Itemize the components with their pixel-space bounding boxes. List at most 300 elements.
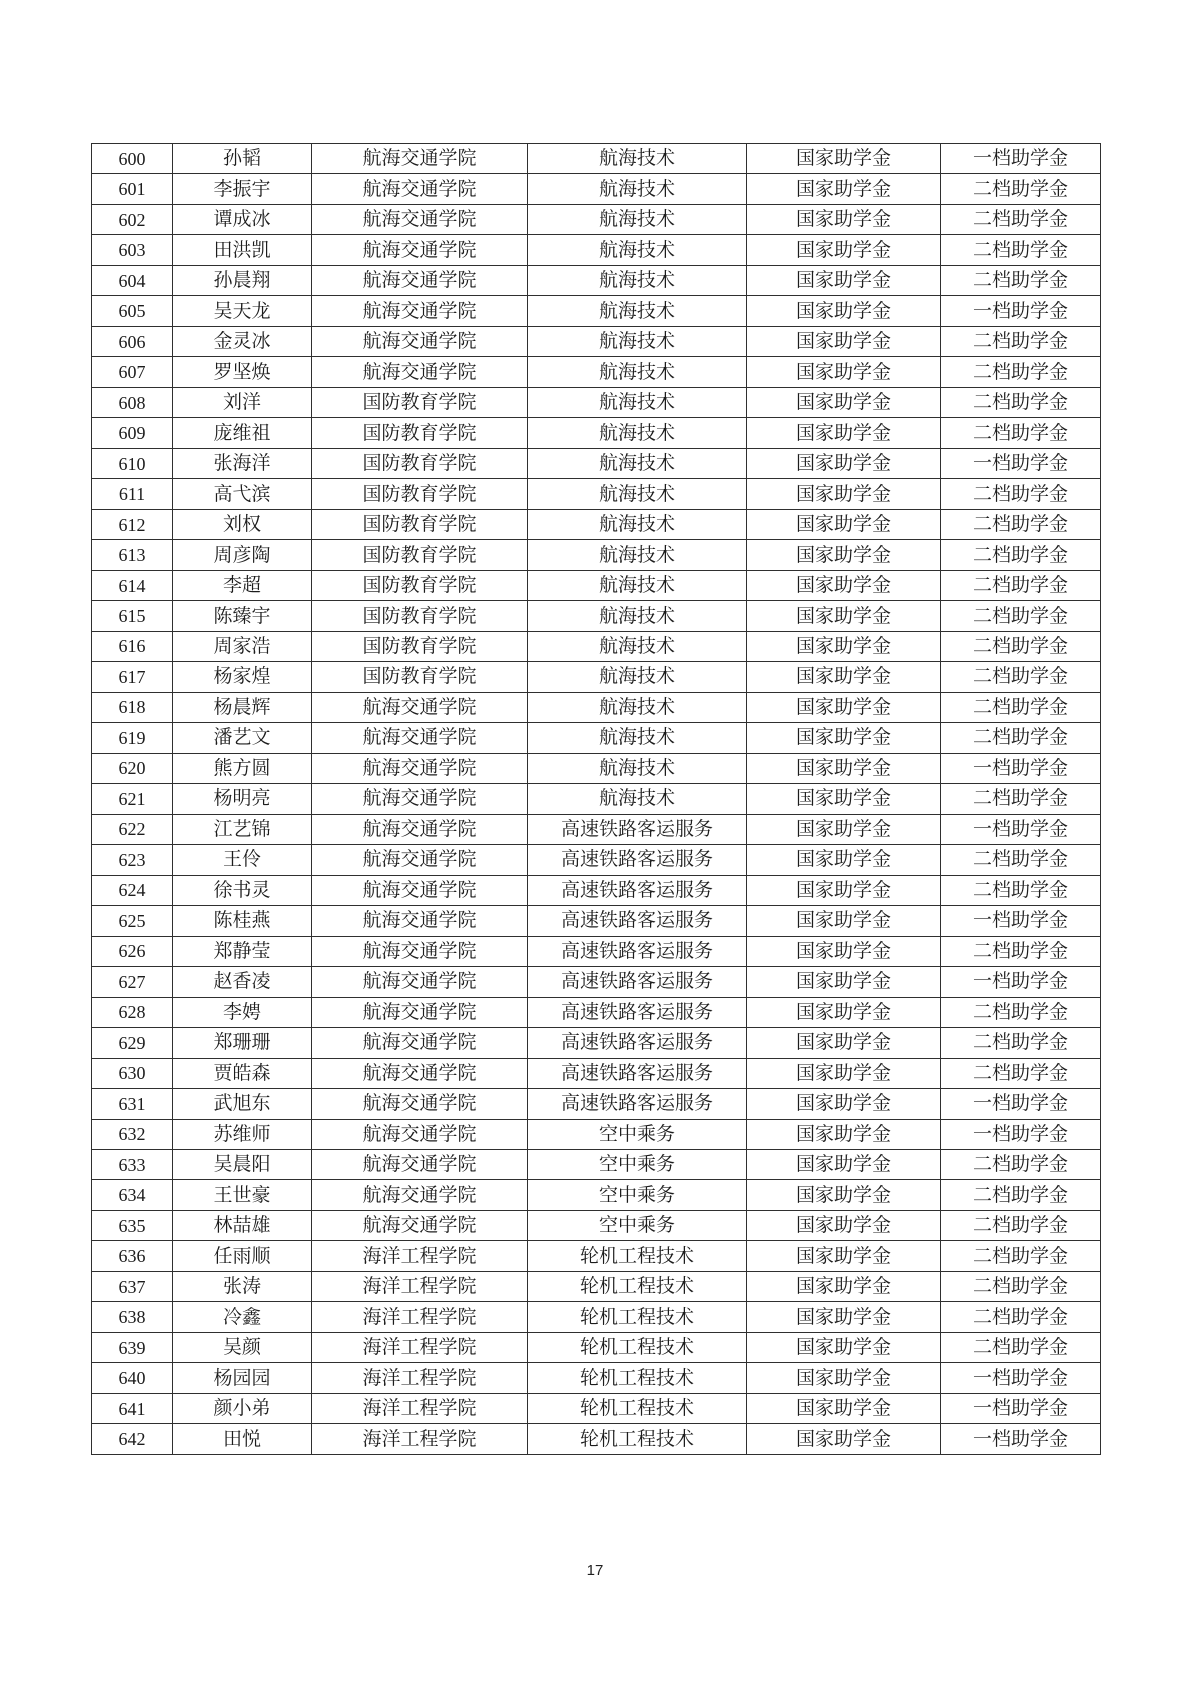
table-cell: 航海技术 — [528, 296, 747, 326]
table-cell: 二档助学金 — [941, 326, 1101, 356]
table-row — [92, 997, 1101, 1027]
table-cell: 628 — [92, 997, 173, 1027]
table-cell: 629 — [92, 1028, 173, 1058]
table-cell: 604 — [92, 265, 173, 295]
table-cell: 杨晨辉 — [173, 692, 312, 722]
table-cell: 国家助学金 — [747, 1180, 941, 1210]
table-cell: 陈桂燕 — [173, 906, 312, 936]
table-cell: 海洋工程学院 — [312, 1393, 528, 1423]
table-row — [92, 174, 1101, 204]
table-cell: 高速铁路客运服务 — [528, 967, 747, 997]
table-cell: 国家助学金 — [747, 967, 941, 997]
table-cell: 606 — [92, 326, 173, 356]
table-cell: 吴晨阳 — [173, 1149, 312, 1179]
table-cell: 高速铁路客运服务 — [528, 845, 747, 875]
table-cell: 国家助学金 — [747, 692, 941, 722]
table-row — [92, 509, 1101, 539]
page-number: 17 — [586, 1562, 604, 1579]
table-cell: 庞维祖 — [173, 418, 312, 448]
table-cell: 二档助学金 — [941, 387, 1101, 417]
table-row — [92, 1210, 1101, 1240]
table-cell: 国家助学金 — [747, 1028, 941, 1058]
table-cell: 航海技术 — [528, 692, 747, 722]
table-row — [92, 448, 1101, 478]
table-cell: 国家助学金 — [747, 875, 941, 905]
table-cell: 国家助学金 — [747, 1149, 941, 1179]
table-row — [92, 479, 1101, 509]
table-cell: 612 — [92, 509, 173, 539]
table-cell: 一档助学金 — [941, 906, 1101, 936]
table-cell: 周家浩 — [173, 631, 312, 661]
table-cell: 周彦陶 — [173, 540, 312, 570]
table-cell: 609 — [92, 418, 173, 448]
table-cell: 一档助学金 — [941, 1393, 1101, 1423]
table-cell: 国家助学金 — [747, 784, 941, 814]
table-cell: 二档助学金 — [941, 265, 1101, 295]
table-cell: 国防教育学院 — [312, 601, 528, 631]
table-cell: 高速铁路客运服务 — [528, 936, 747, 966]
table-cell: 国家助学金 — [747, 997, 941, 1027]
table-cell: 轮机工程技术 — [528, 1363, 747, 1393]
table-cell: 二档助学金 — [941, 418, 1101, 448]
table-cell: 二档助学金 — [941, 601, 1101, 631]
table-cell: 国家助学金 — [747, 1241, 941, 1271]
table-cell: 徐书灵 — [173, 875, 312, 905]
table-row — [92, 1393, 1101, 1423]
table-cell: 任雨顺 — [173, 1241, 312, 1271]
table-cell: 617 — [92, 662, 173, 692]
table-cell: 国家助学金 — [747, 235, 941, 265]
table-cell: 国防教育学院 — [312, 570, 528, 600]
table-cell: 一档助学金 — [941, 967, 1101, 997]
table-cell: 航海技术 — [528, 235, 747, 265]
table-cell: 623 — [92, 845, 173, 875]
table-cell: 642 — [92, 1424, 173, 1455]
table-cell: 吴天龙 — [173, 296, 312, 326]
table-cell: 海洋工程学院 — [312, 1241, 528, 1271]
table-row — [92, 1271, 1101, 1301]
table-cell: 607 — [92, 357, 173, 387]
table-cell: 航海交通学院 — [312, 936, 528, 966]
scholarship-table — [91, 143, 1101, 1455]
table-cell: 621 — [92, 784, 173, 814]
table-cell: 航海交通学院 — [312, 1210, 528, 1240]
table-cell: 孙晨翔 — [173, 265, 312, 295]
table-row — [92, 1332, 1101, 1362]
table-cell: 一档助学金 — [941, 753, 1101, 783]
table-cell: 一档助学金 — [941, 1363, 1101, 1393]
table-cell: 国家助学金 — [747, 906, 941, 936]
table-cell: 一档助学金 — [941, 144, 1101, 174]
table-cell: 航海技术 — [528, 204, 747, 234]
table-cell: 王伶 — [173, 845, 312, 875]
table-cell: 国家助学金 — [747, 723, 941, 753]
table-row — [92, 296, 1101, 326]
table-cell: 国家助学金 — [747, 387, 941, 417]
table-cell: 杨家煌 — [173, 662, 312, 692]
table-row — [92, 418, 1101, 448]
table-body — [92, 144, 1101, 1455]
table-cell: 国家助学金 — [747, 936, 941, 966]
table-cell: 苏维师 — [173, 1119, 312, 1149]
table-cell: 635 — [92, 1210, 173, 1240]
table-row — [92, 784, 1101, 814]
table-cell: 田悦 — [173, 1424, 312, 1455]
table-cell: 二档助学金 — [941, 204, 1101, 234]
table-cell: 颜小弟 — [173, 1393, 312, 1423]
table-cell: 谭成冰 — [173, 204, 312, 234]
table-cell: 一档助学金 — [941, 1119, 1101, 1149]
table-cell: 二档助学金 — [941, 631, 1101, 661]
table-cell: 二档助学金 — [941, 723, 1101, 753]
table-cell: 国防教育学院 — [312, 418, 528, 448]
table-row — [92, 1302, 1101, 1332]
table-cell: 空中乘务 — [528, 1149, 747, 1179]
table-row — [92, 357, 1101, 387]
table-cell: 航海交通学院 — [312, 1149, 528, 1179]
table-cell: 林喆雄 — [173, 1210, 312, 1240]
table-cell: 航海交通学院 — [312, 326, 528, 356]
table-cell: 二档助学金 — [941, 235, 1101, 265]
table-cell: 国家助学金 — [747, 357, 941, 387]
table-cell: 一档助学金 — [941, 448, 1101, 478]
table-cell: 高速铁路客运服务 — [528, 906, 747, 936]
table-cell: 航海技术 — [528, 631, 747, 661]
table-cell: 国家助学金 — [747, 204, 941, 234]
table-cell: 国家助学金 — [747, 845, 941, 875]
table-row — [92, 1180, 1101, 1210]
table-cell: 航海技术 — [528, 570, 747, 600]
table-cell: 625 — [92, 906, 173, 936]
table-cell: 航海技术 — [528, 326, 747, 356]
table-cell: 633 — [92, 1149, 173, 1179]
table-cell: 武旭东 — [173, 1089, 312, 1119]
table-cell: 603 — [92, 235, 173, 265]
table-cell: 刘权 — [173, 509, 312, 539]
table-row — [92, 967, 1101, 997]
table-cell: 国家助学金 — [747, 662, 941, 692]
table-cell: 海洋工程学院 — [312, 1332, 528, 1362]
table-cell: 张海洋 — [173, 448, 312, 478]
table-cell: 二档助学金 — [941, 1058, 1101, 1088]
table-cell: 618 — [92, 692, 173, 722]
table-cell: 航海交通学院 — [312, 814, 528, 844]
table-cell: 二档助学金 — [941, 784, 1101, 814]
table-cell: 641 — [92, 1393, 173, 1423]
table-row — [92, 692, 1101, 722]
table-cell: 航海技术 — [528, 418, 747, 448]
table-cell: 二档助学金 — [941, 1210, 1101, 1240]
table-cell: 高速铁路客运服务 — [528, 814, 747, 844]
table-cell: 601 — [92, 174, 173, 204]
table-row — [92, 265, 1101, 295]
table-cell: 高速铁路客运服务 — [528, 875, 747, 905]
table-cell: 航海交通学院 — [312, 357, 528, 387]
table-cell: 高速铁路客运服务 — [528, 1089, 747, 1119]
table-cell: 贾皓森 — [173, 1058, 312, 1088]
table-cell: 611 — [92, 479, 173, 509]
table-cell: 631 — [92, 1089, 173, 1119]
table-row — [92, 1028, 1101, 1058]
table-cell: 国家助学金 — [747, 1424, 941, 1455]
table-cell: 二档助学金 — [941, 1149, 1101, 1179]
table-cell: 622 — [92, 814, 173, 844]
table-cell: 610 — [92, 448, 173, 478]
table-cell: 航海交通学院 — [312, 967, 528, 997]
table-cell: 二档助学金 — [941, 540, 1101, 570]
table-cell: 航海交通学院 — [312, 1180, 528, 1210]
table-row — [92, 875, 1101, 905]
table-cell: 二档助学金 — [941, 1302, 1101, 1332]
table-cell: 航海技术 — [528, 448, 747, 478]
table-cell: 轮机工程技术 — [528, 1393, 747, 1423]
table-cell: 熊方圆 — [173, 753, 312, 783]
table-cell: 619 — [92, 723, 173, 753]
table-cell: 国家助学金 — [747, 570, 941, 600]
table-cell: 孙韬 — [173, 144, 312, 174]
table-cell: 国家助学金 — [747, 265, 941, 295]
table-cell: 二档助学金 — [941, 845, 1101, 875]
table-cell: 航海技术 — [528, 509, 747, 539]
table-cell: 614 — [92, 570, 173, 600]
table-row — [92, 601, 1101, 631]
table-cell: 航海技术 — [528, 174, 747, 204]
table-cell: 航海交通学院 — [312, 204, 528, 234]
table-cell: 602 — [92, 204, 173, 234]
table-cell: 国家助学金 — [747, 174, 941, 204]
table-cell: 郑静莹 — [173, 936, 312, 966]
table-cell: 李超 — [173, 570, 312, 600]
table-cell: 二档助学金 — [941, 1180, 1101, 1210]
table-cell: 二档助学金 — [941, 357, 1101, 387]
table-cell: 国家助学金 — [747, 1119, 941, 1149]
table-cell: 吴颜 — [173, 1332, 312, 1362]
table-row — [92, 570, 1101, 600]
table-cell: 高速铁路客运服务 — [528, 1058, 747, 1088]
table-cell: 王世豪 — [173, 1180, 312, 1210]
table-cell: 一档助学金 — [941, 1424, 1101, 1455]
table-cell: 国防教育学院 — [312, 448, 528, 478]
table-cell: 634 — [92, 1180, 173, 1210]
table-cell: 一档助学金 — [941, 296, 1101, 326]
table-row — [92, 204, 1101, 234]
table-cell: 613 — [92, 540, 173, 570]
table-cell: 国家助学金 — [747, 1363, 941, 1393]
table-cell: 航海技术 — [528, 540, 747, 570]
table-cell: 高速铁路客运服务 — [528, 1028, 747, 1058]
table-cell: 航海交通学院 — [312, 1058, 528, 1088]
table-cell: 航海交通学院 — [312, 845, 528, 875]
table-cell: 637 — [92, 1271, 173, 1301]
table-cell: 空中乘务 — [528, 1180, 747, 1210]
table-cell: 李娉 — [173, 997, 312, 1027]
table-cell: 航海交通学院 — [312, 296, 528, 326]
table-cell: 二档助学金 — [941, 875, 1101, 905]
table-cell: 航海技术 — [528, 723, 747, 753]
table-row — [92, 906, 1101, 936]
table-row — [92, 1058, 1101, 1088]
table-cell: 636 — [92, 1241, 173, 1271]
table-cell: 潘艺文 — [173, 723, 312, 753]
table-cell: 航海技术 — [528, 387, 747, 417]
table-cell: 航海交通学院 — [312, 875, 528, 905]
table-cell: 航海交通学院 — [312, 265, 528, 295]
table-cell: 航海交通学院 — [312, 1089, 528, 1119]
table-cell: 630 — [92, 1058, 173, 1088]
table-row — [92, 1149, 1101, 1179]
table-cell: 国家助学金 — [747, 1058, 941, 1088]
table-cell: 张涛 — [173, 1271, 312, 1301]
table-cell: 轮机工程技术 — [528, 1241, 747, 1271]
table-cell: 二档助学金 — [941, 509, 1101, 539]
table-cell: 624 — [92, 875, 173, 905]
table-row — [92, 814, 1101, 844]
table-cell: 国家助学金 — [747, 296, 941, 326]
table-cell: 冷鑫 — [173, 1302, 312, 1332]
table-cell: 二档助学金 — [941, 1271, 1101, 1301]
table-cell: 国家助学金 — [747, 1302, 941, 1332]
table-cell: 二档助学金 — [941, 662, 1101, 692]
table-cell: 二档助学金 — [941, 936, 1101, 966]
table-cell: 航海技术 — [528, 357, 747, 387]
table-cell: 616 — [92, 631, 173, 661]
table-row — [92, 1424, 1101, 1455]
table-row — [92, 326, 1101, 356]
table-cell: 二档助学金 — [941, 1332, 1101, 1362]
table-cell: 620 — [92, 753, 173, 783]
table-cell: 国家助学金 — [747, 1332, 941, 1362]
table-cell: 金灵冰 — [173, 326, 312, 356]
table-cell: 江艺锦 — [173, 814, 312, 844]
table-row — [92, 662, 1101, 692]
table-cell: 郑珊珊 — [173, 1028, 312, 1058]
table-cell: 海洋工程学院 — [312, 1424, 528, 1455]
table-cell: 航海交通学院 — [312, 235, 528, 265]
table-cell: 刘洋 — [173, 387, 312, 417]
table-cell: 国家助学金 — [747, 418, 941, 448]
table-cell: 航海技术 — [528, 479, 747, 509]
table-row — [92, 936, 1101, 966]
table-cell: 国家助学金 — [747, 144, 941, 174]
table-cell: 航海交通学院 — [312, 753, 528, 783]
table-cell: 航海交通学院 — [312, 723, 528, 753]
table-cell: 国家助学金 — [747, 601, 941, 631]
table-cell: 轮机工程技术 — [528, 1332, 747, 1362]
table-row — [92, 540, 1101, 570]
table-cell: 国防教育学院 — [312, 509, 528, 539]
table-row — [92, 631, 1101, 661]
table-cell: 空中乘务 — [528, 1210, 747, 1240]
table-cell: 国防教育学院 — [312, 540, 528, 570]
table-cell: 海洋工程学院 — [312, 1271, 528, 1301]
table-row — [92, 144, 1101, 174]
table-cell: 国家助学金 — [747, 1210, 941, 1240]
table-cell: 国家助学金 — [747, 326, 941, 356]
table-cell: 国家助学金 — [747, 814, 941, 844]
table-cell: 航海技术 — [528, 144, 747, 174]
table-cell: 二档助学金 — [941, 570, 1101, 600]
table-cell: 二档助学金 — [941, 479, 1101, 509]
table-cell: 627 — [92, 967, 173, 997]
table-cell: 国家助学金 — [747, 448, 941, 478]
table-cell: 二档助学金 — [941, 1028, 1101, 1058]
table-cell: 605 — [92, 296, 173, 326]
table-cell: 国家助学金 — [747, 1089, 941, 1119]
table-cell: 航海交通学院 — [312, 784, 528, 814]
table-cell: 615 — [92, 601, 173, 631]
table-cell: 罗坚焕 — [173, 357, 312, 387]
table-cell: 639 — [92, 1332, 173, 1362]
table-cell: 632 — [92, 1119, 173, 1149]
table-cell: 航海交通学院 — [312, 144, 528, 174]
table-cell: 赵香凌 — [173, 967, 312, 997]
table-cell: 杨园园 — [173, 1363, 312, 1393]
table-cell: 杨明亮 — [173, 784, 312, 814]
table-cell: 航海交通学院 — [312, 906, 528, 936]
table-row — [92, 235, 1101, 265]
table-cell: 二档助学金 — [941, 692, 1101, 722]
table-cell: 李振宇 — [173, 174, 312, 204]
table-cell: 608 — [92, 387, 173, 417]
table-cell: 一档助学金 — [941, 1089, 1101, 1119]
table-cell: 航海技术 — [528, 601, 747, 631]
table-cell: 国家助学金 — [747, 479, 941, 509]
table-cell: 638 — [92, 1302, 173, 1332]
table-cell: 航海技术 — [528, 753, 747, 783]
table-cell: 航海交通学院 — [312, 174, 528, 204]
table-cell: 航海技术 — [528, 662, 747, 692]
table-cell: 高弋滨 — [173, 479, 312, 509]
table-cell: 航海交通学院 — [312, 997, 528, 1027]
table-cell: 国防教育学院 — [312, 387, 528, 417]
table-cell: 二档助学金 — [941, 1241, 1101, 1271]
table-cell: 陈臻宇 — [173, 601, 312, 631]
table-row — [92, 845, 1101, 875]
table-cell: 航海技术 — [528, 265, 747, 295]
table-cell: 海洋工程学院 — [312, 1363, 528, 1393]
table-cell: 航海技术 — [528, 784, 747, 814]
table-row — [92, 753, 1101, 783]
table-row — [92, 1119, 1101, 1149]
table-cell: 高速铁路客运服务 — [528, 997, 747, 1027]
table-cell: 空中乘务 — [528, 1119, 747, 1149]
table-cell: 国家助学金 — [747, 1393, 941, 1423]
table-cell: 轮机工程技术 — [528, 1271, 747, 1301]
table-cell: 国防教育学院 — [312, 631, 528, 661]
table-cell: 国家助学金 — [747, 631, 941, 661]
table-cell: 海洋工程学院 — [312, 1302, 528, 1332]
table-cell: 600 — [92, 144, 173, 174]
table-cell: 航海交通学院 — [312, 1028, 528, 1058]
table-cell: 二档助学金 — [941, 997, 1101, 1027]
table-row — [92, 1363, 1101, 1393]
table-cell: 国家助学金 — [747, 540, 941, 570]
table-cell: 航海交通学院 — [312, 1119, 528, 1149]
table-cell: 一档助学金 — [941, 814, 1101, 844]
table-row — [92, 1241, 1101, 1271]
table-cell: 二档助学金 — [941, 174, 1101, 204]
table-cell: 626 — [92, 936, 173, 966]
table-cell: 轮机工程技术 — [528, 1302, 747, 1332]
table-cell: 国家助学金 — [747, 509, 941, 539]
table-cell: 国家助学金 — [747, 1271, 941, 1301]
table-cell: 640 — [92, 1363, 173, 1393]
table-cell: 国防教育学院 — [312, 479, 528, 509]
table-row — [92, 723, 1101, 753]
table-cell: 轮机工程技术 — [528, 1424, 747, 1455]
table-row — [92, 1089, 1101, 1119]
table-row — [92, 387, 1101, 417]
